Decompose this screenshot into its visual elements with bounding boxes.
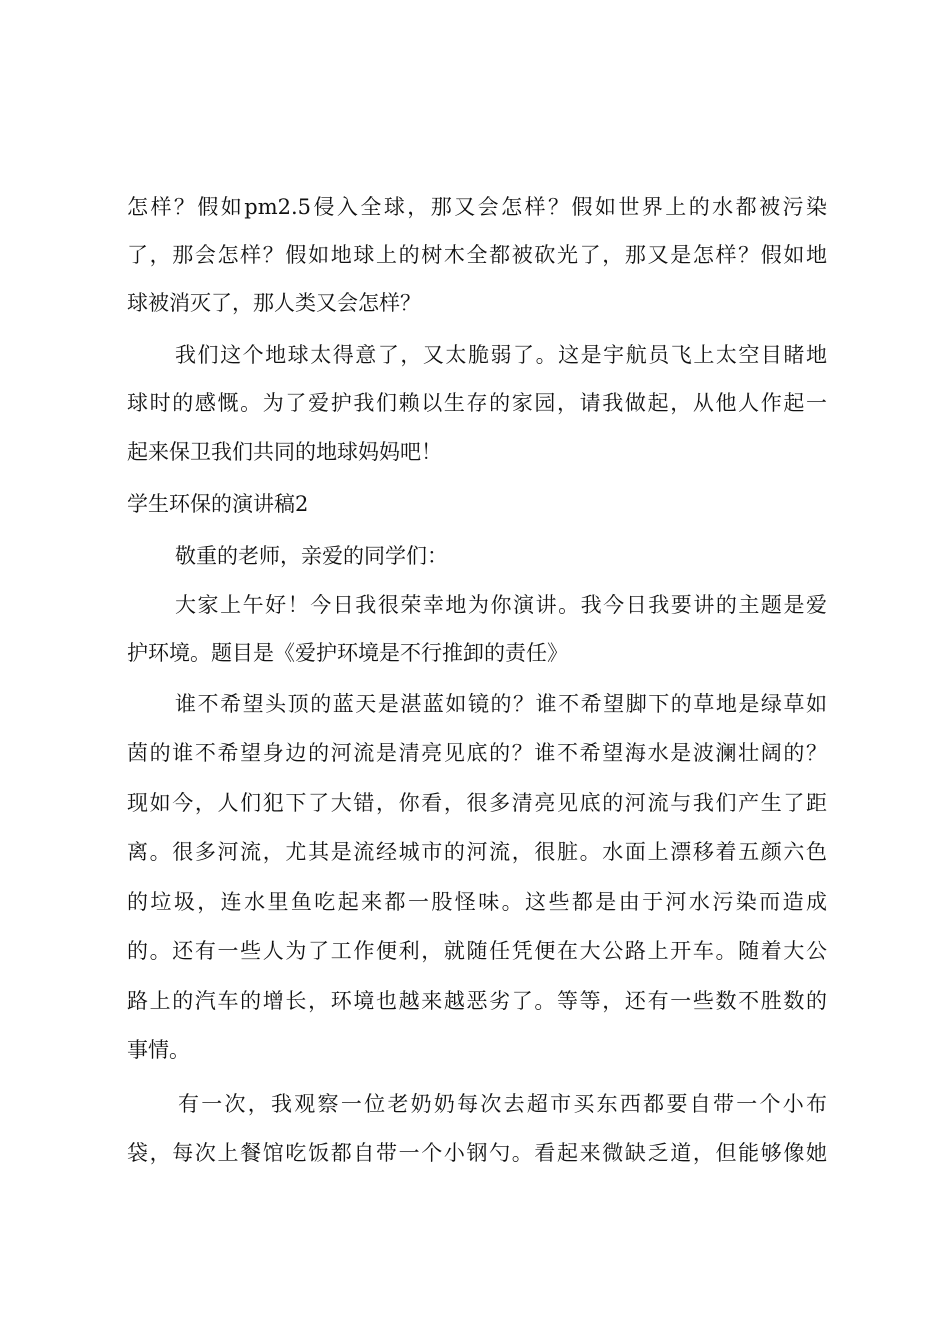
paragraph-line: 了，那会怎样？假如地球上的树木全都被砍光了，那又是怎样？假如地	[127, 243, 827, 267]
paragraph-line: 球被消灭了，那人类又会怎样？	[127, 291, 421, 315]
paragraph-line: 的。还有一些人为了工作便利，就随任凭便在大公路上开车。随着大公	[127, 939, 827, 963]
paragraph-line: 事情。	[127, 1038, 190, 1062]
section-heading: 学生环保的演讲稿2	[127, 492, 309, 516]
paragraph-line: 的垃圾，连水里鱼吃起来都一股怪味。这些都是由于河水污染而造成	[127, 890, 827, 914]
paragraph-line: 大家上午好！今日我很荣幸地为你演讲。我今日我要讲的主题是爱	[175, 593, 827, 617]
paragraph-line: 怎样？假如pm2.5侵入全球，那又会怎样？假如世界上的水都被污染	[127, 195, 827, 219]
paragraph-line: 我们这个地球太得意了，又太脆弱了。这是宇航员飞上太空目睹地	[175, 343, 827, 367]
paragraph-line: 离。很多河流，尤其是流经城市的河流，很脏。水面上漂移着五颜六色	[127, 840, 827, 864]
paragraph-line: 有一次，我观察一位老奶奶每次去超市买东西都要自带一个小布	[178, 1092, 827, 1116]
salutation: 敬重的老师，亲爱的同学们：	[175, 544, 448, 568]
paragraph-line: 茵的谁不希望身边的河流是清亮见底的？谁不希望海水是波澜壮阔的？	[127, 741, 827, 765]
paragraph-line: 路上的汽车的增长，环境也越来越恶劣了。等等，还有一些数不胜数的	[127, 989, 827, 1013]
paragraph-line: 起来保卫我们共同的地球妈妈吧！	[127, 440, 442, 464]
paragraph-line: 现如今，人们犯下了大错，你看，很多清亮见底的河流与我们产生了距	[127, 791, 827, 815]
paragraph-line: 球时的感慨。为了爱护我们赖以生存的家园，请我做起，从他人作起一	[127, 391, 827, 415]
paragraph-line: 谁不希望头顶的蓝天是湛蓝如镜的？谁不希望脚下的草地是绿草如	[175, 692, 827, 716]
paragraph-line: 袋，每次上餐馆吃饭都自带一个小钢勺。看起来微缺乏道，但能够像她	[127, 1141, 827, 1165]
paragraph-line: 护环境。题目是《爱护环境是不行推卸的责任》	[127, 641, 568, 665]
